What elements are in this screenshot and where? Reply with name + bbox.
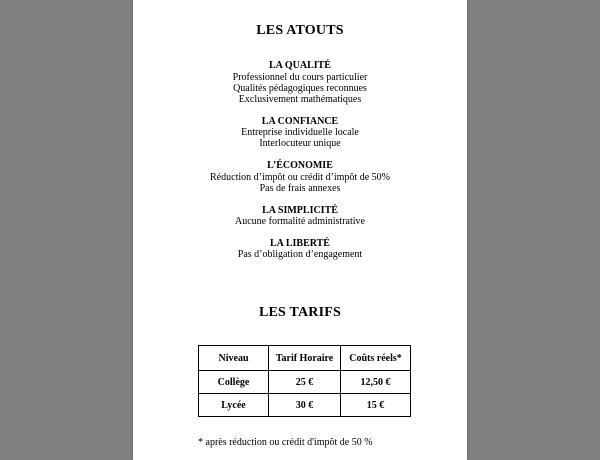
table-cell: Collège [199,371,269,394]
section-line: Aucune formalité administrative [235,216,365,227]
tarifs-title: LES TARIFS [258,305,341,320]
document-page [133,0,467,460]
table-row [199,371,411,394]
table-cell: 25 € [269,371,341,394]
section-line: Pas d’obligation d’engagement [237,249,363,260]
tarifs-table [198,345,411,417]
atouts-title: LES ATOUTS [256,23,344,38]
section-line: Réduction d’impôt ou crédit d’impôt de 50% [210,172,390,183]
section-line: Interlocuteur unique [259,138,341,149]
table-header-row [199,346,411,371]
section-line: Professionnel du cours particulier [232,72,368,83]
table-row [199,394,411,417]
table-header-cell: Niveau [199,346,269,371]
section-line: Qualités pédagogiques reconnues [233,83,367,94]
section-heading-confiance: LA CONFIANCE [261,116,339,127]
section-line: Entreprise individuelle locale [241,127,359,138]
table-cell: 12,50 € [341,371,411,394]
table-header-cell: Coûts réels* [341,346,411,371]
section-heading-economie: L’ÉCONOMIE [267,160,333,171]
section-heading-liberte: LA LIBERTÉ [270,238,330,249]
table-header-cell: Tarif Horaire [269,346,341,371]
table-cell: Lycée [199,394,269,417]
section-heading-simplicite: LA SIMPLICITÉ [262,205,338,216]
section-line: Exclusivement mathématiques [238,94,362,105]
tarifs-footnote: * après réduction ou crédit d'impôt de 50 % [198,437,373,448]
section-heading-qualite: LA QUALITÉ [269,60,331,71]
section-line: Pas de frais annexes [259,183,341,194]
table-cell: 15 € [341,394,411,417]
table-cell: 30 € [269,394,341,417]
